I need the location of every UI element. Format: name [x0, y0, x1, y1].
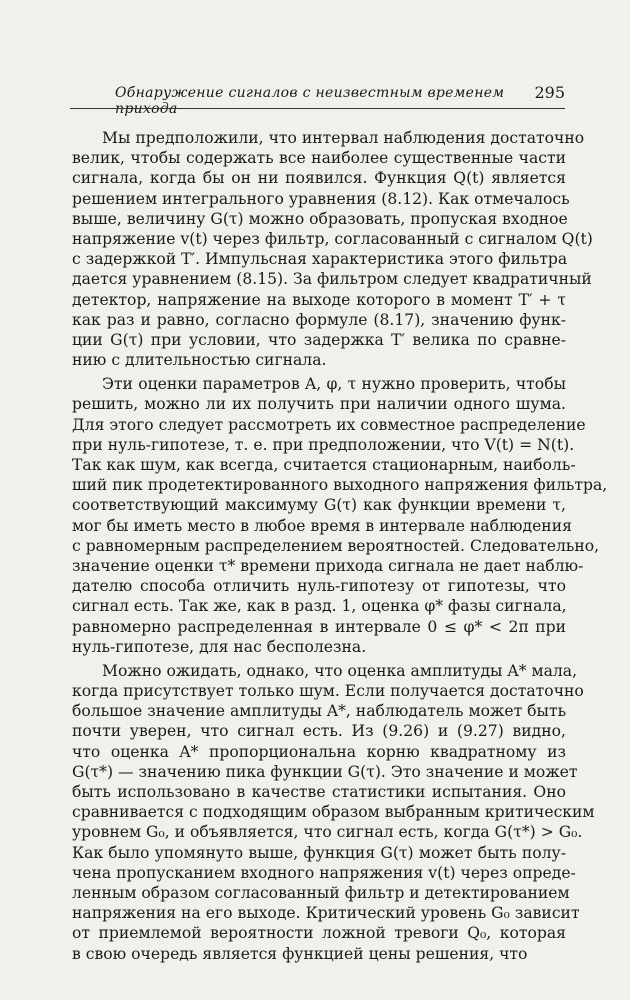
- text-line: с равномерным распределением вероятностей. Следовательно,: [72, 536, 600, 555]
- text-line: Для этого следует рассмотреть их совместное распределение: [72, 415, 586, 434]
- text-line: дается уравнением (8.15). За фильтром следует квадратичный: [72, 270, 592, 289]
- text-line: ленным образом согласованный фильтр и детектированием: [72, 883, 570, 902]
- text-line: уровнем G₀, и объявляется, что сигнал есть, когда G(τ*) > G₀.: [72, 823, 583, 842]
- text-line: сигнала, когда бы он ни появился. Функция Q(t) является: [72, 169, 566, 188]
- text-line: Эти оценки параметров A, φ, τ нужно проверить, чтобы: [102, 375, 566, 394]
- text-line: при нуль-гипотезе, т. е. при предположении, что V(t) = N(t).: [72, 435, 575, 454]
- text-line: Так как шум, как всегда, считается стационарным, наиболь-: [72, 456, 576, 474]
- text-line: сигнал есть. Так же, как в разд. 1, оценка φ* фазы сигнала,: [72, 597, 567, 616]
- page-number: 295: [534, 83, 565, 102]
- header-rule: [70, 108, 565, 109]
- text-line: мог бы иметь место в любое время в интервале наблюдения: [72, 516, 572, 535]
- paragraph-2: [72, 374, 608, 657]
- text-line: детектор, напряжение на выходе которого в момент T′ + τ: [72, 290, 566, 309]
- text-line: G(τ*) — значению пика функции G(τ). Это значение и может: [72, 762, 578, 781]
- paragraph-1: [72, 128, 593, 370]
- text-line: как раз и равно, согласно формуле (8.17), значению функ-: [72, 310, 566, 329]
- text-line: почти уверен, что сигнал есть. Из (9.26) и (9.27) видно,: [72, 722, 566, 741]
- text-line: решением интегрального уравнения (8.12). Как отмечалось: [72, 189, 570, 208]
- text-line: Мы предположили, что интервал наблюдения достаточно: [102, 129, 585, 147]
- paragraph-3: [72, 661, 595, 964]
- text-line: от приемлемой вероятности ложной тревоги Q₀, которая: [72, 924, 566, 943]
- text-line: выше, величину G(τ) можно образовать, пропуская входное: [72, 209, 568, 228]
- text-line: большое значение амплитуды A*, наблюдатель может быть: [72, 702, 567, 721]
- text-line: чена пропусканием входного напряжения v(t) через опреде-: [72, 863, 576, 882]
- text-line: в свою очередь является функцией цены решения, что: [72, 944, 528, 963]
- text-line: нию с длительностью сигнала.: [72, 351, 327, 370]
- text-line: дателю способа отличить нуль-гипотезу от гипотезы, что: [72, 577, 566, 596]
- text-line: соответствующий максимуму G(τ) как функции времени τ,: [72, 496, 566, 515]
- text-line: быть использовано в качестве статистики испытания. Оно: [72, 783, 566, 801]
- text-line: напряжения на его выходе. Критический уровень G₀ зависит: [72, 904, 580, 923]
- text-line: что оценка A* пропорциональна корню квадратному из: [72, 742, 566, 761]
- text-line: напряжение v(t) через фильтр, согласованный с сигналом Q(t): [72, 229, 593, 248]
- body-text: [72, 128, 608, 964]
- text-line: решить, можно ли их получить при наличии одного шума.: [72, 395, 566, 414]
- text-line: ший пик продетектированного выходного напряжения фильтра,: [72, 476, 608, 495]
- text-line: равномерно распределенная в интервале 0 ≤ φ* < 2π при: [72, 617, 566, 636]
- text-line: когда присутствует только шум. Если получается достаточно: [72, 682, 584, 701]
- text-line: Можно ожидать, однако, что оценка амплитуды A* мала,: [102, 661, 578, 680]
- running-title: Обнаружение сигналов с неизвестным временем прихода: [115, 85, 505, 117]
- running-head: [70, 81, 565, 117]
- text-line: сравнивается с подходящим образом выбранным критическим: [72, 803, 595, 822]
- text-line: с задержкой T′. Импульсная характеристика этого фильтра: [72, 250, 568, 269]
- text-line: велик, чтобы содержать все наиболее существенные части: [72, 149, 566, 168]
- text-line: значение оценки τ* времени прихода сигнала не дает наблю-: [72, 556, 584, 575]
- text-line: Как было упомянуто выше, функция G(τ) может быть полу-: [72, 843, 566, 862]
- text-line: нуль-гипотезе, для нас бесполезна.: [72, 637, 367, 656]
- text-line: ции G(τ) при условии, что задержка T′ велика по сравне-: [72, 330, 566, 349]
